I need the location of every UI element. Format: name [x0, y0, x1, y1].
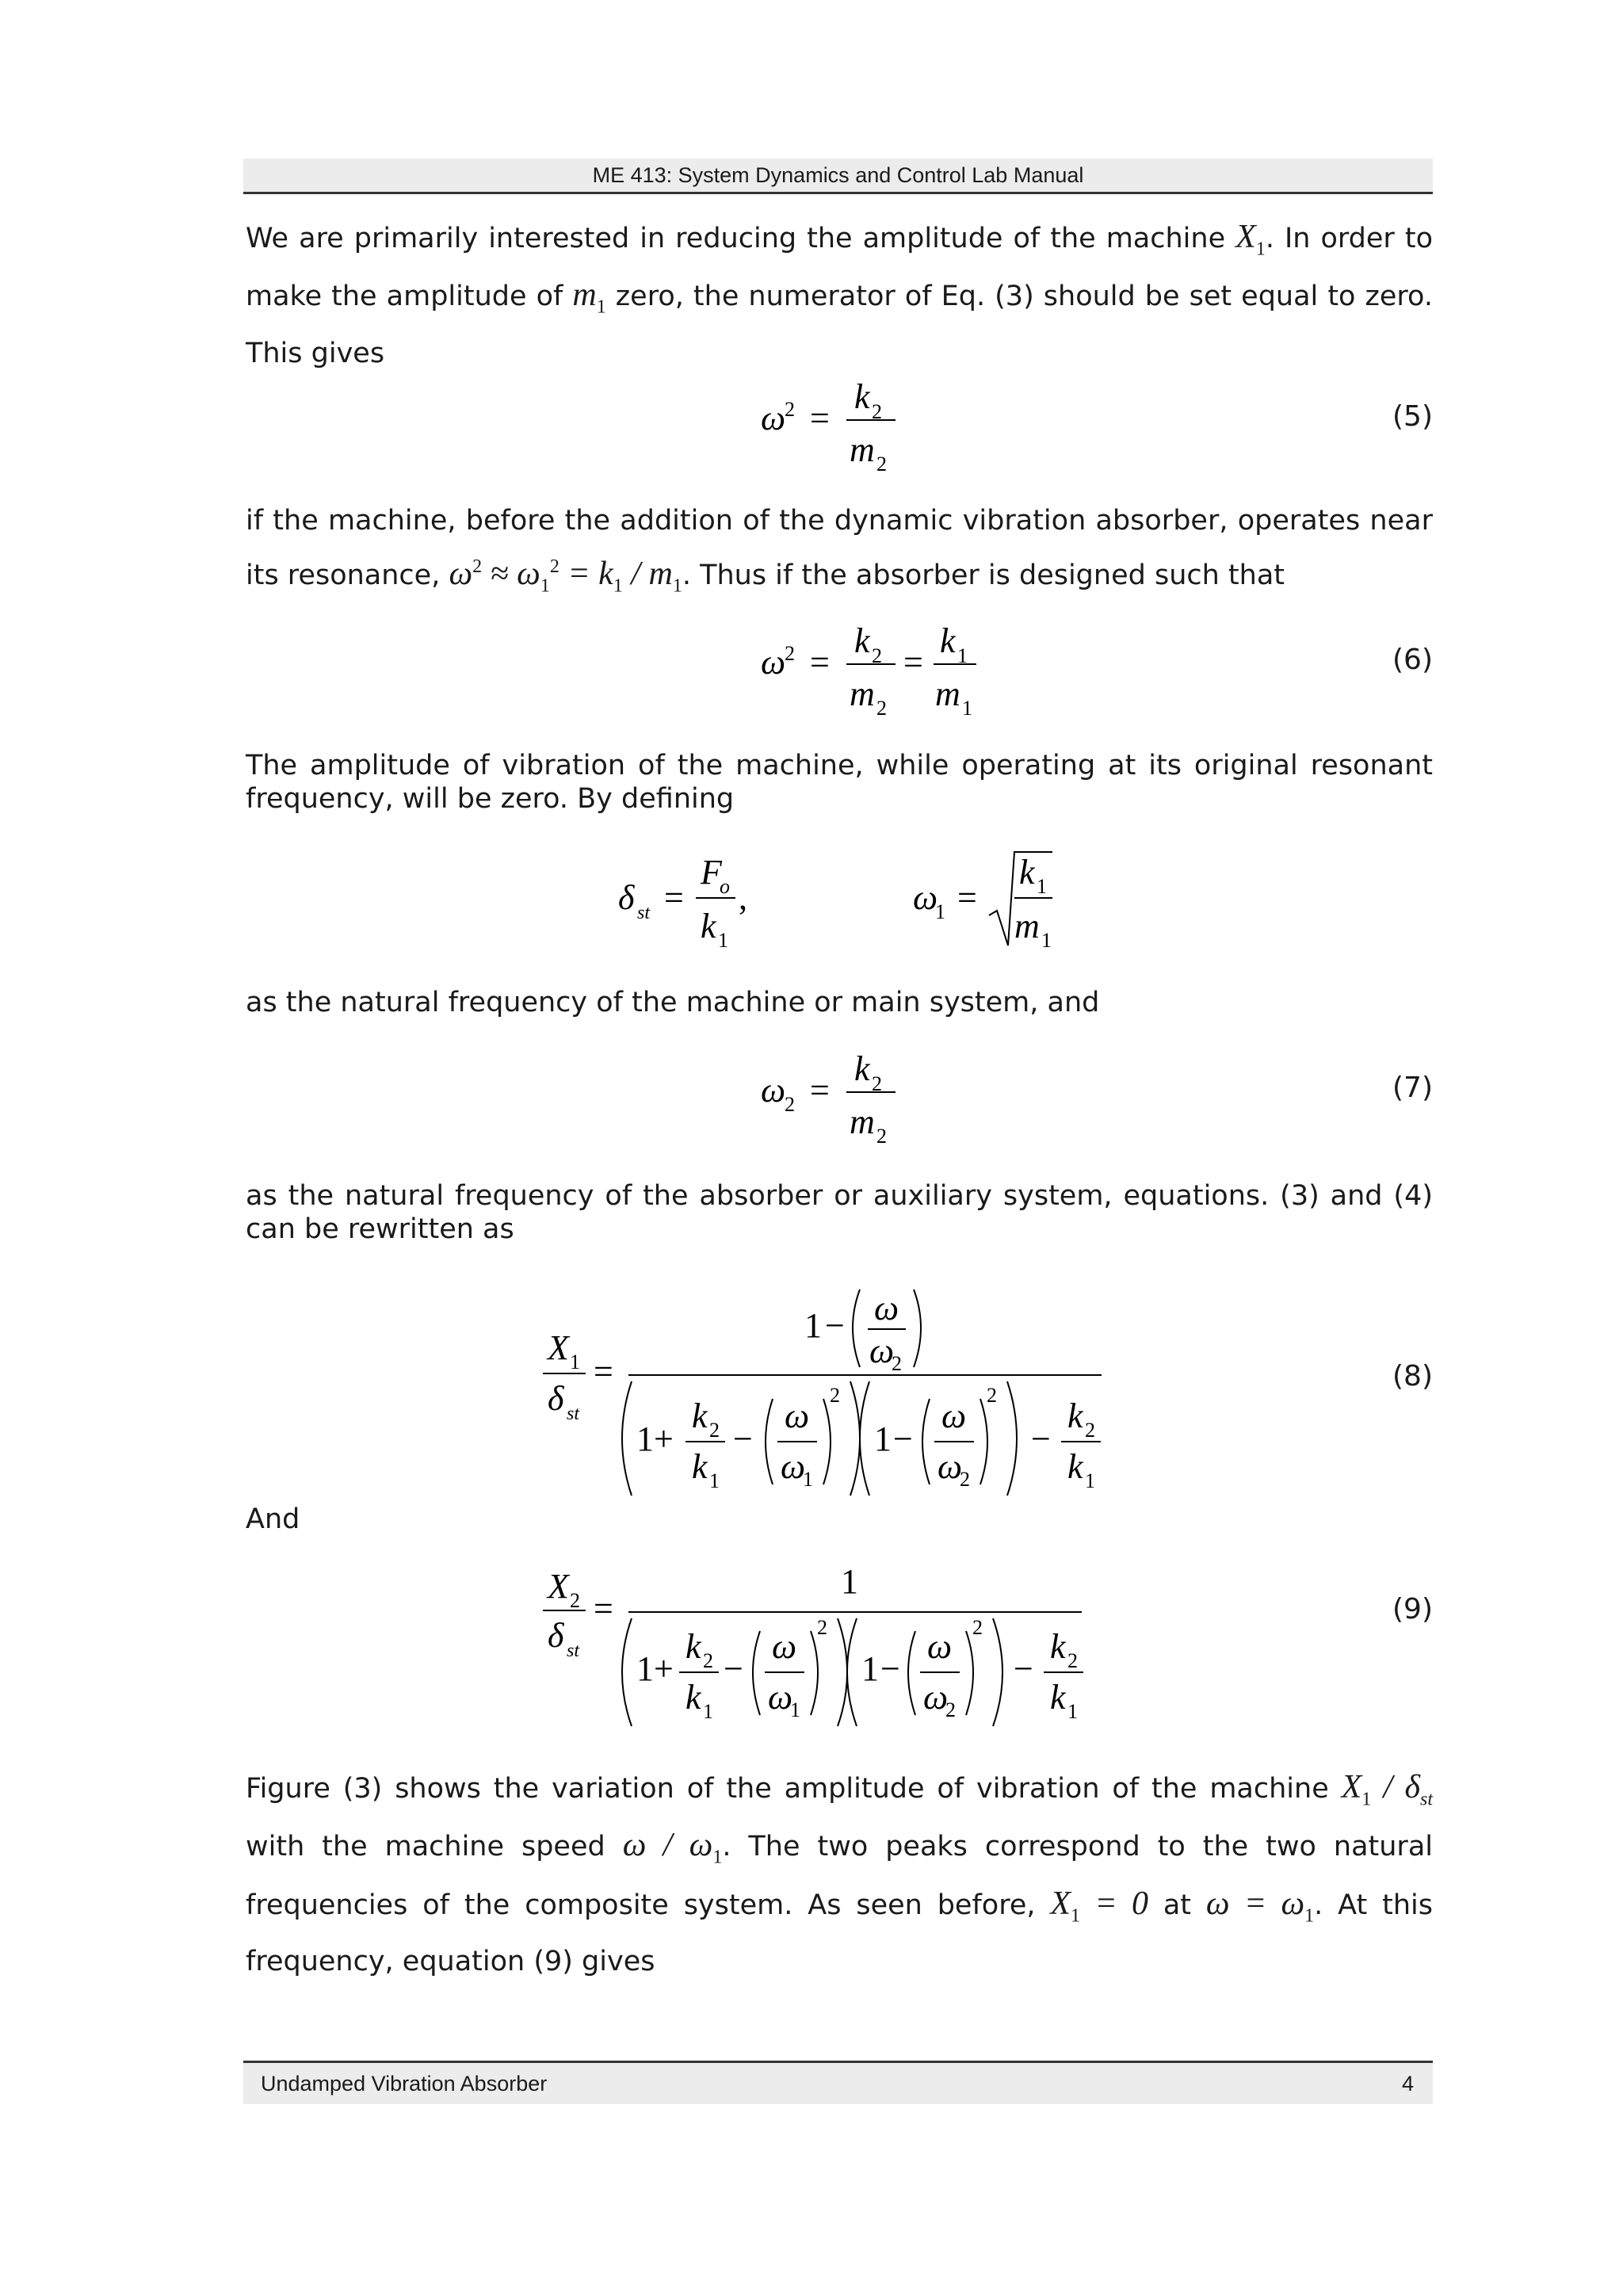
paragraph-intro	[246, 214, 1433, 376]
text: as the natural frequency of the absorber or auxiliary system, equations. (3) and (4) can be rewritten as	[246, 1180, 1433, 1245]
svg-text:ω: ω	[768, 1678, 793, 1717]
svg-text:k: k	[854, 1049, 870, 1088]
svg-text:k: k	[1019, 853, 1035, 892]
math-X1-zero: $X_1 = 0$	[1050, 1885, 1148, 1927]
svg-text:X: X	[548, 1328, 569, 1367]
svg-text:k: k	[854, 621, 870, 660]
svg-text:1: 1	[803, 1468, 813, 1491]
math-X1: $X_1$	[1235, 219, 1266, 260]
paragraph-figure-3	[246, 1764, 1433, 1985]
svg-text:k: k	[1067, 1447, 1083, 1486]
svg-text:2: 2	[972, 1616, 983, 1639]
text: . The two peaks correspond to the two natural frequencies of the composite system. As seen before,	[246, 1831, 1433, 1921]
page-footer	[243, 2061, 1433, 2104]
svg-text:k: k	[940, 621, 956, 660]
svg-text:2: 2	[987, 1384, 997, 1407]
equation-number: (5)	[1392, 400, 1433, 433]
svg-text:ω: ω	[761, 643, 786, 682]
svg-text:1: 1	[790, 1698, 800, 1721]
svg-text:F: F	[701, 853, 722, 892]
svg-text:k: k	[692, 1396, 708, 1435]
svg-text:k: k	[1050, 1678, 1066, 1717]
text: if the machine, before the addition of the dynamic vibration absorber, operates near its resonance,	[246, 505, 1433, 591]
svg-text:=: =	[810, 643, 830, 682]
svg-text:2: 2	[709, 1419, 720, 1442]
svg-text:−: −	[880, 1649, 900, 1688]
svg-text:k: k	[685, 1678, 701, 1717]
svg-text:X: X	[548, 1567, 569, 1606]
svg-text:ω: ω	[923, 1678, 949, 1717]
svg-text:=: =	[903, 643, 923, 682]
svg-text:2: 2	[892, 1352, 902, 1375]
svg-text:−: −	[733, 1419, 753, 1458]
svg-text:2: 2	[570, 1589, 580, 1612]
text: as the natural frequency of the machine or main system, and	[246, 987, 1100, 1018]
svg-text:=: =	[810, 399, 830, 437]
svg-text:k: k	[1050, 1627, 1066, 1666]
svg-text:k: k	[854, 377, 870, 416]
svg-text:ω: ω	[761, 1071, 786, 1110]
svg-text:ω: ω	[772, 1627, 797, 1666]
equation-7	[761, 1045, 919, 1148]
text: at	[1163, 1889, 1192, 1921]
math-m1: $m_1$	[572, 277, 606, 318]
text: We are primarily interested in reducing the amplitude of the machine	[246, 223, 1226, 254]
svg-text:1: 1	[1037, 875, 1047, 898]
svg-text:−: −	[1014, 1649, 1033, 1688]
svg-text:2: 2	[817, 1616, 827, 1639]
footer-section: Undamped Vibration Absorber	[261, 2072, 548, 2095]
math-X1-over-dst: $X_1 / \delta_{st}$	[1341, 1769, 1433, 1810]
text: . At this frequency, equation (9) gives	[246, 1889, 1433, 1978]
svg-text:=: =	[957, 878, 977, 917]
svg-text:1: 1	[703, 1700, 713, 1723]
svg-text:+: +	[654, 1419, 674, 1458]
svg-text:ω: ω	[941, 1396, 967, 1435]
paragraph-natural-freq	[246, 980, 1433, 1026]
svg-text:1: 1	[935, 900, 945, 923]
text: Figure (3) shows the variation of the amplitude of vibration of the machine	[246, 1773, 1329, 1805]
equation-9	[543, 1553, 1113, 1728]
text: . Thus if the absorber is designed such that	[682, 560, 1285, 591]
svg-text:st: st	[567, 1641, 580, 1661]
text: And	[246, 1503, 300, 1535]
svg-text:−: −	[893, 1419, 913, 1458]
equation-number: (6)	[1392, 644, 1433, 676]
svg-text:=: =	[594, 1589, 613, 1628]
svg-text:1: 1	[962, 697, 972, 720]
text: The amplitude of vibration of the machine, while operating at its original resonant frequency, will be zero. By defining	[246, 750, 1433, 815]
svg-text:ω: ω	[927, 1627, 953, 1666]
svg-text:=: =	[594, 1352, 613, 1391]
svg-text:k: k	[692, 1447, 708, 1486]
svg-text:2: 2	[830, 1384, 840, 1407]
svg-text:δ: δ	[548, 1616, 564, 1655]
svg-text:ω: ω	[869, 1331, 895, 1370]
svg-text:o: o	[720, 875, 730, 898]
svg-text:1: 1	[636, 1419, 654, 1458]
svg-text:ω: ω	[913, 878, 938, 917]
svg-text:ω: ω	[781, 1447, 806, 1486]
equation-6	[761, 617, 983, 720]
svg-text:st: st	[567, 1404, 580, 1424]
equation-definitions	[618, 852, 1062, 955]
svg-text:ω: ω	[785, 1396, 810, 1435]
svg-text:1: 1	[718, 929, 728, 952]
svg-text:m: m	[1014, 907, 1040, 946]
svg-text:st: st	[637, 903, 651, 923]
header-title: ME 413: System Dynamics and Control Lab Manual	[592, 163, 1084, 187]
paragraph-rewritten	[246, 1179, 1433, 1246]
svg-text:2: 2	[876, 453, 887, 476]
svg-text:2: 2	[785, 398, 795, 421]
svg-text:=: =	[810, 1071, 830, 1110]
equation-5	[761, 372, 919, 476]
svg-text:2: 2	[876, 1125, 887, 1148]
paragraph-resonance	[246, 498, 1433, 609]
svg-text:δ: δ	[618, 878, 635, 917]
text: zero, the numerator of Eq. (3) should be set equal to zero. This gives	[246, 281, 1433, 369]
svg-text:−: −	[724, 1649, 743, 1688]
svg-text:,: ,	[739, 878, 747, 917]
svg-text:2: 2	[785, 1093, 795, 1116]
svg-text:2: 2	[872, 1072, 882, 1095]
svg-text:m: m	[935, 674, 960, 713]
svg-text:k: k	[685, 1627, 701, 1666]
svg-text:2: 2	[945, 1698, 956, 1721]
equation-number: (7)	[1392, 1072, 1433, 1104]
paragraph-amplitude	[246, 749, 1433, 816]
svg-text:2: 2	[960, 1468, 970, 1491]
page-number: 4	[1401, 2072, 1414, 2095]
svg-text:2: 2	[1085, 1419, 1095, 1442]
equation-8	[543, 1280, 1113, 1518]
svg-text:2: 2	[1067, 1649, 1078, 1672]
svg-text:−: −	[825, 1306, 845, 1345]
svg-text:2: 2	[872, 400, 882, 423]
svg-text:1: 1	[874, 1419, 892, 1458]
svg-text:1: 1	[957, 644, 968, 667]
svg-text:m: m	[850, 430, 875, 469]
svg-text:1: 1	[1085, 1469, 1095, 1492]
text: with the machine speed	[246, 1831, 605, 1863]
text: . In order to make the amplitude of	[246, 223, 1433, 313]
math-w-eq-w1: $\omega = \omega_1$	[1205, 1885, 1315, 1927]
svg-text:ω: ω	[874, 1289, 899, 1328]
svg-text:1: 1	[1067, 1700, 1078, 1723]
svg-text:2: 2	[703, 1649, 713, 1672]
svg-text:δ: δ	[548, 1379, 564, 1418]
svg-text:1: 1	[841, 1562, 858, 1601]
svg-text:1: 1	[804, 1306, 822, 1345]
svg-text:m: m	[850, 1102, 875, 1141]
svg-text:1: 1	[861, 1649, 879, 1688]
svg-text:ω: ω	[761, 399, 786, 437]
math-w-over-w1: ω / $\omega_1$	[622, 1827, 723, 1868]
svg-text:2: 2	[876, 697, 887, 720]
svg-text:k: k	[1067, 1396, 1083, 1435]
svg-text:1: 1	[636, 1649, 654, 1688]
svg-text:k: k	[701, 907, 716, 946]
equation-number: (8)	[1392, 1360, 1433, 1392]
svg-text:1: 1	[570, 1350, 580, 1373]
svg-text:2: 2	[785, 642, 795, 665]
svg-text:+: +	[654, 1649, 674, 1688]
math-resonance: $\omega^2 \approx \omega_1^2 = k_1 / m_1$	[449, 556, 682, 597]
svg-text:1: 1	[1041, 929, 1052, 952]
page-header	[243, 159, 1433, 194]
svg-text:m: m	[850, 674, 875, 713]
paragraph-and	[246, 1496, 1433, 1542]
svg-text:1: 1	[709, 1469, 720, 1492]
equation-number: (9)	[1392, 1593, 1433, 1626]
svg-text:2: 2	[872, 644, 882, 667]
svg-text:ω: ω	[938, 1447, 963, 1486]
svg-text:−: −	[1031, 1419, 1051, 1458]
svg-text:=: =	[664, 878, 684, 917]
